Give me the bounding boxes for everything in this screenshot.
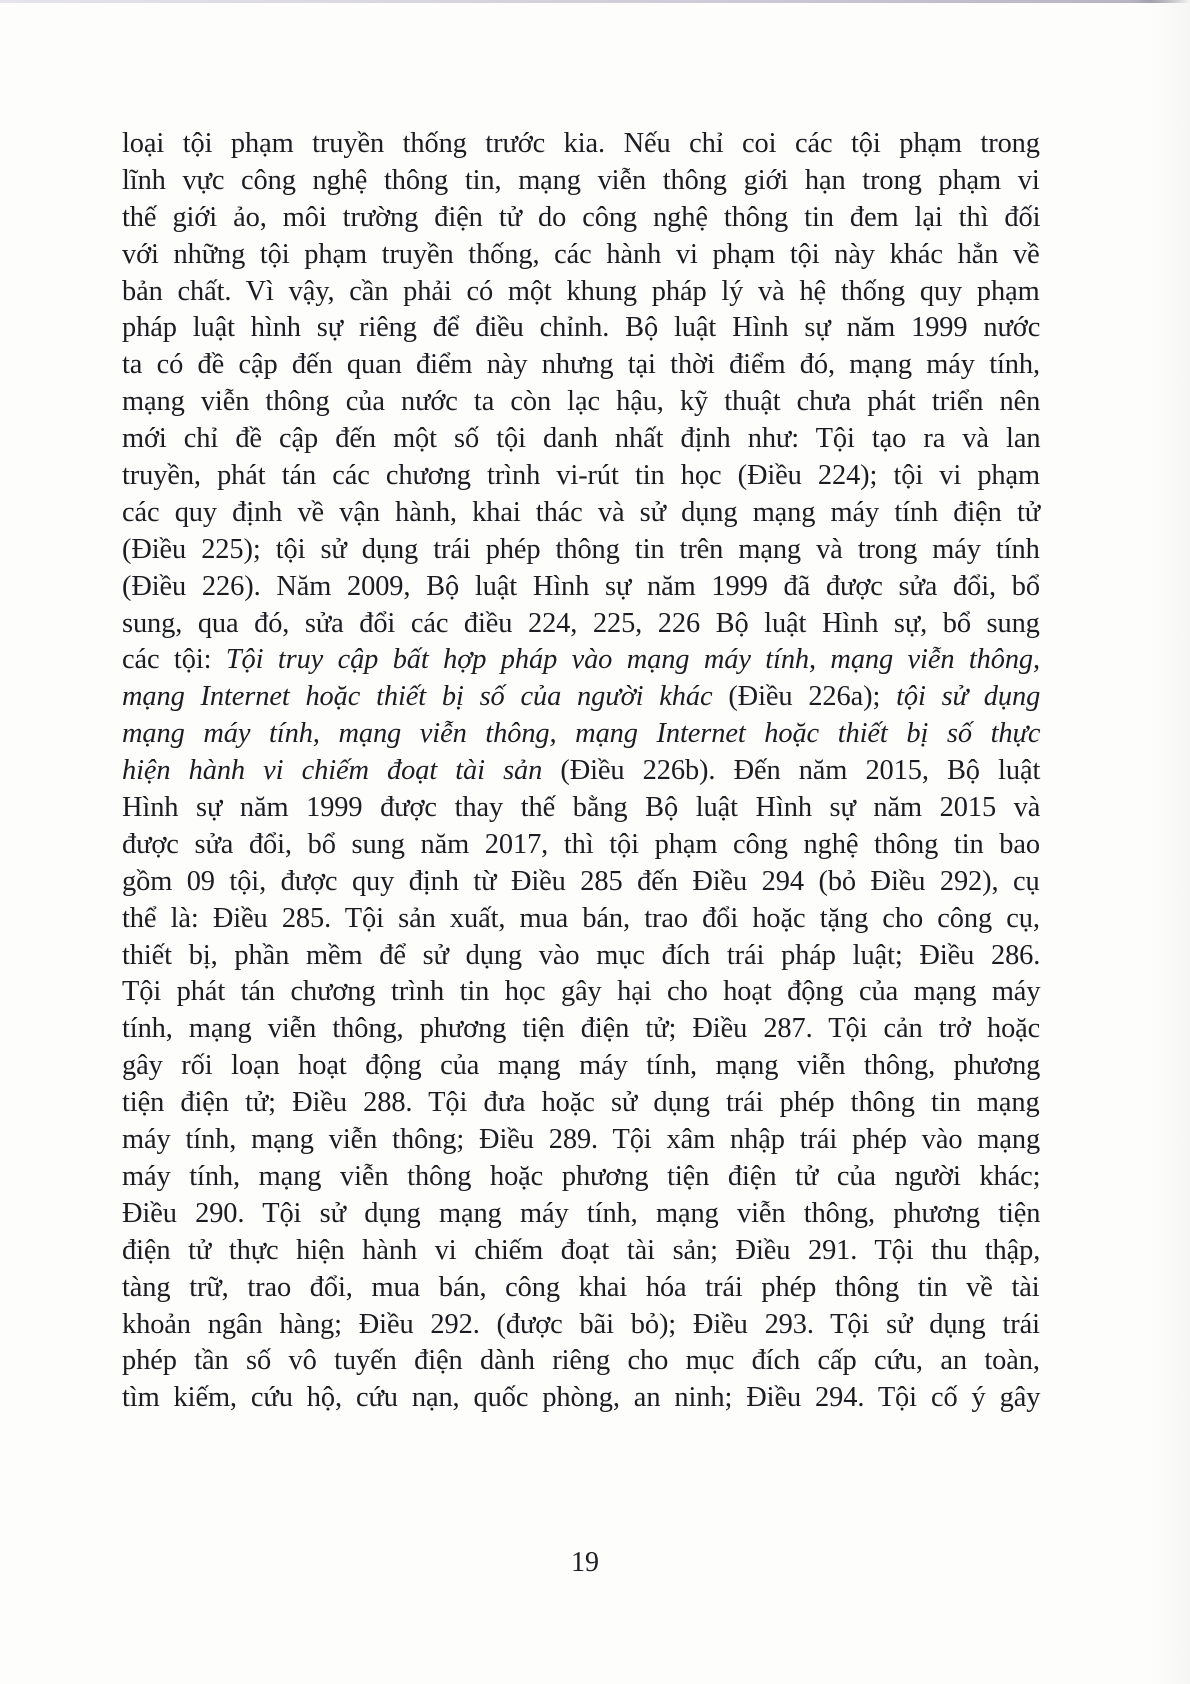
text-segment: sung, qua đó, sửa đổi các điều 224, 225, 226 Bộ luật Hình sự, bổ sung [122, 607, 1040, 639]
italic-text-segment: tội sử dụng [896, 681, 1041, 713]
text-segment: khoản ngân hàng; Điều 292. (được bãi bỏ); Điều 293. Tội sử dụng trái [122, 1308, 1040, 1340]
text-line [122, 347, 1040, 384]
text-line [122, 310, 1040, 347]
text-line [122, 569, 1040, 606]
text-segment: gồm 09 tội, được quy định từ Điều 285 đến Điều 294 (bỏ Điều 292), cụ [122, 865, 1040, 897]
text-segment: điện tử thực hiện hành vi chiếm đoạt tài sản; Điều 291. Tội thu thập, [122, 1234, 1041, 1266]
text-line [122, 1343, 1040, 1380]
text-line [122, 1270, 1040, 1307]
text-line [122, 1122, 1040, 1159]
text-line [122, 606, 1040, 643]
text-segment: phép tần số vô tuyến điện dành riêng cho mục đích cấp cứu, an toàn, [122, 1345, 1040, 1377]
text-segment: tiện điện tử; Điều 288. Tội đưa hoặc sử dụng trái phép thông tin mạng [122, 1087, 1040, 1119]
italic-text-segment: mạng Internet hoặc thiết bị số của người khác [122, 681, 713, 713]
text-line [122, 753, 1040, 790]
text-segment: loại tội phạm truyền thống trước kia. Nếu chỉ coi các tội phạm trong [122, 128, 1040, 159]
text-line [122, 679, 1040, 716]
text-line [122, 901, 1040, 938]
text-segment: thế giới ảo, môi trường điện tử do công nghệ thông tin đem lại thì đối [122, 201, 1041, 233]
text-segment: Điều 290. Tội sử dụng mạng máy tính, mạng viễn thông, phương tiện [122, 1197, 1041, 1229]
text-line [122, 974, 1040, 1011]
text-segment: các tội: [122, 644, 226, 676]
text-line [122, 421, 1040, 458]
scan-edge-right [1150, 0, 1190, 1684]
text-segment: (Điều 226b). Đến năm 2015, Bộ luật [542, 755, 1041, 787]
text-segment: (Điều 225); tội sử dụng trái phép thông tin trên mạng và trong máy tính [122, 533, 1040, 565]
text-segment: Tội phát tán chương trình tin học gây hại cho hoạt động của mạng máy [122, 976, 1041, 1008]
text-segment: tàng trữ, trao đổi, mua bán, công khai hóa trái phép thông tin về tài [122, 1271, 1040, 1303]
text-line [122, 274, 1040, 311]
text-line [122, 1307, 1040, 1344]
text-line [122, 864, 1040, 901]
text-line [122, 1233, 1040, 1270]
text-segment: tính, mạng viễn thông, phương tiện điện tử; Điều 287. Tội cản trở hoặc [122, 1013, 1041, 1045]
text-segment: thể là: Điều 285. Tội sản xuất, mua bán, trao đổi hoặc tặng cho công cụ, [122, 902, 1040, 934]
text-segment: máy tính, mạng viễn thông; Điều 289. Tội xâm nhập trái phép vào mạng [122, 1124, 1041, 1156]
text-segment: máy tính, mạng viễn thông hoặc phương tiện điện tử của người khác; [122, 1160, 1041, 1192]
text-segment: được sửa đổi, bổ sung năm 2017, thì tội phạm công nghệ thông tin bao [122, 828, 1040, 860]
text-line [122, 1085, 1040, 1122]
text-segment: thiết bị, phần mềm để sử dụng vào mục đích trái pháp luật; Điều 286. [122, 939, 1041, 971]
text-segment: bản chất. Vì vậy, cần phải có một khung pháp lý và hệ thống quy phạm [122, 275, 1040, 307]
italic-text-segment: hiện hành vi chiếm đoạt tài sản [122, 755, 543, 787]
text-line [122, 532, 1040, 569]
scan-edge-top [0, 0, 1190, 3]
text-segment: lĩnh vực công nghệ thông tin, mạng viễn thông giới hạn trong phạm vi [122, 164, 1040, 196]
text-segment: pháp luật hình sự riêng để điều chỉnh. Bộ luật Hình sự năm 1999 nước [122, 312, 1041, 344]
text-segment: Hình sự năm 1999 được thay thế bằng Bộ luật Hình sự năm 2015 và [122, 792, 1041, 824]
text-line [122, 938, 1040, 975]
text-segment: các quy định về vận hành, khai thác và sử dụng mạng máy tính điện tử [122, 496, 1041, 528]
text-line [122, 1159, 1040, 1196]
text-line [122, 1196, 1040, 1233]
text-segment: ta có đề cập đến quan điểm này nhưng tại thời điểm đó, mạng máy tính, [122, 349, 1040, 381]
text-line [122, 1011, 1040, 1048]
text-segment: mạng viễn thông của nước ta còn lạc hậu, kỹ thuật chưa phát triển nên [122, 386, 1041, 418]
text-line [122, 642, 1040, 679]
text-line [122, 126, 1040, 163]
text-segment: gây rối loạn hoạt động của mạng máy tính, mạng viễn thông, phương [122, 1050, 1041, 1082]
text-segment: (Điều 226). Năm 2009, Bộ luật Hình sự năm 1999 đã được sửa đổi, bổ [122, 570, 1040, 602]
body-text [122, 126, 1040, 1417]
text-line [122, 237, 1040, 274]
text-line [122, 200, 1040, 237]
text-segment: tìm kiếm, cứu hộ, cứu nạn, quốc phòng, an ninh; Điều 294. Tội cố ý gây [122, 1382, 1041, 1414]
text-line [122, 827, 1040, 864]
text-segment: với những tội phạm truyền thống, các hành vi phạm tội này khác hẳn về [122, 238, 1040, 270]
text-line [122, 163, 1040, 200]
text-segment: mới chỉ đề cập đến một số tội danh nhất định như: Tội tạo ra và lan [122, 423, 1041, 455]
italic-text-segment: mạng máy tính, mạng viễn thông, mạng Internet hoặc thiết bị số thực [122, 718, 1041, 750]
text-line [122, 458, 1040, 495]
text-segment: truyền, phát tán các chương trình vi-rút tin học (Điều 224); tội vi phạm [122, 460, 1041, 492]
text-line [122, 716, 1040, 753]
text-line [122, 790, 1040, 827]
italic-text-segment: Tội truy cập bất hợp pháp vào mạng máy tính, mạng viễn thông, [225, 644, 1041, 676]
text-line [122, 384, 1040, 421]
text-line [122, 1048, 1040, 1085]
text-segment: (Điều 226a); [712, 681, 897, 713]
text-line [122, 1380, 1040, 1417]
page-number: 19 [571, 1547, 599, 1578]
text-line [122, 495, 1040, 532]
